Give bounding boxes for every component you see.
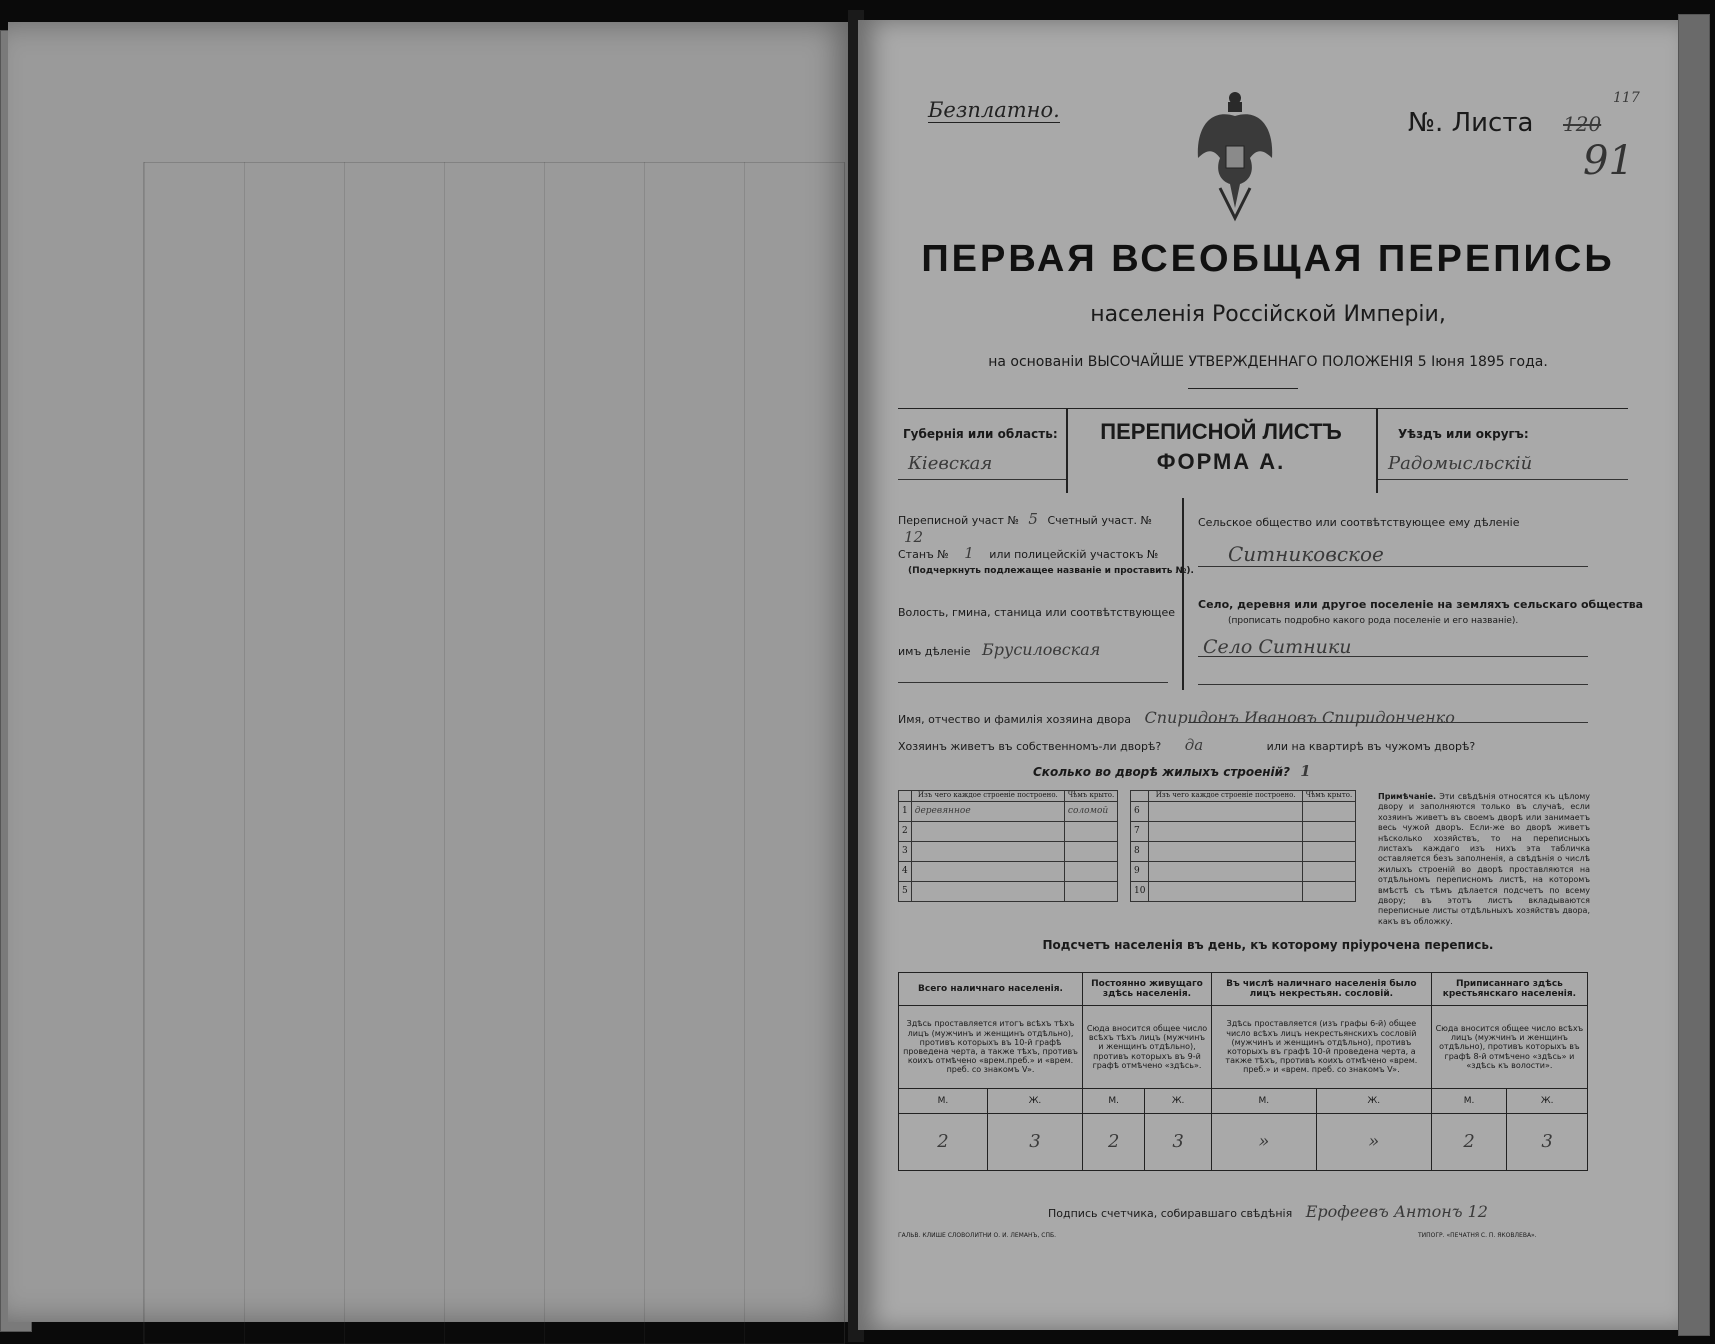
counting-district-label: Счетный участ. № — [1047, 514, 1152, 527]
stacked-pages-right — [1678, 14, 1710, 1336]
table-row: 3 — [899, 841, 1118, 861]
volost-value: Брусиловская — [982, 640, 1101, 659]
pop-nonpeasant-f: » — [1316, 1114, 1431, 1171]
signature-value: Ерофеевъ Антонъ 12 — [1305, 1202, 1488, 1221]
buildings-table-right: Изъ чего каждое строеніе построено. Чѣмъ крыто. 6 7 8 9 10 — [1130, 790, 1356, 902]
pop-total-m: 2 — [899, 1114, 988, 1171]
left-page — [8, 22, 856, 1322]
pop-col-1-desc: Здѣсь проставляется итогъ всѣхъ тѣхъ лицъ (мужчинъ и женщинъ отдѣльно), противъ которыхъ въ 10-й графѣ проведена черта, а также тѣхъ, противъ коихъ отмѣчено «врем.преб.» и «врем. преб. со знакомъ V». — [899, 1006, 1083, 1089]
population-heading: Подсчетъ населенія въ день, къ которому пріурочена перепись. — [1042, 938, 1494, 952]
note-block — [1378, 792, 1590, 927]
district-value: Радомысльскій — [1388, 453, 1533, 474]
pop-permanent-m: 2 — [1083, 1114, 1145, 1171]
pop-peasant-f: 3 — [1507, 1114, 1588, 1171]
table-row: 9 — [1131, 861, 1356, 881]
owner-label: Имя, отчество и фамилія хозяина двора — [898, 713, 1131, 726]
buildings-value: 1 — [1300, 762, 1311, 780]
table-row: 6 — [1131, 801, 1356, 821]
owner-value: Спиридонъ Ивановъ Спиридонченко — [1144, 708, 1455, 727]
census-basis: на основаніи ВЫСОЧАЙШЕ УТВЕРЖДЕННАГО ПОЛОЖЕНІЯ 5 Іюня 1895 года. — [988, 354, 1548, 370]
underline-note: (Подчеркнуть подлежащее названіе и проставить №). — [908, 566, 1194, 576]
village-note: (прописать подробно какого рода поселеніе и его названіе). — [1228, 616, 1519, 626]
sheet-number-alt: 117 — [1613, 90, 1640, 106]
pop-col-4-title: Приписаннаго здѣсь крестьянскаго населенія. — [1431, 973, 1587, 1006]
signature-label: Подпись счетчика, собиравшаго свѣдѣнія — [1048, 1207, 1293, 1220]
sheet-number-label: №. Листа — [1408, 108, 1534, 138]
pop-col-3-desc: Здѣсь проставляется (изъ графы 6-й) общее число всѣхъ лицъ некрестьянскихъ сословій (мужчинъ и женщинъ отдѣльно), противъ которыхъ въ графѣ 10-й проведена черта, а также тѣхъ, противъ коихъ отмѣчено «врем. преб.» и «врем. преб. со знакомъ V». — [1211, 1006, 1431, 1089]
rented-label: или на квартирѣ въ чужомъ дворѣ? — [1266, 740, 1476, 753]
sheet-number-margin: 91 — [1583, 138, 1634, 184]
census-sheet-heading: ПЕРЕПИСНОЙ ЛИСТЪ — [1100, 419, 1342, 444]
form-name: ФОРМА А. — [1156, 449, 1286, 474]
printer-left: ГАЛЬВ. КЛИШЕ СЛОВОЛИТНИ О. И. ЛЕМАНЪ, СПБ. — [898, 1232, 1057, 1239]
table-row: 7 — [1131, 821, 1356, 841]
volost-label: Волость, гмина, станица или соотвѣтствующее — [898, 606, 1176, 619]
society-value: Ситниковское — [1228, 542, 1384, 566]
imperial-eagle-emblem — [1190, 88, 1280, 228]
buildings-col-roof: Чѣмъ крыто. — [1064, 791, 1117, 802]
volost-label-2: имъ дѣленіе — [898, 645, 971, 658]
sheet-number-value: 120 — [1563, 112, 1602, 136]
table-row: 2 — [899, 821, 1118, 841]
table-row: 10 — [1131, 881, 1356, 901]
fields-divider — [1182, 498, 1184, 690]
note-text: Эти свѣдѣнія относятся къ цѣлому двору и заполняются только въ случаѣ, если хозяинъ живетъ въ своемъ дворѣ или занимаетъ весь чужой дворъ. Если-же во дворѣ живетъ нѣсколько хозяйствъ, то на переписныхъ листахъ каждаго изъ нихъ эта табличка оставляется безъ заполненія, а свѣдѣнія о числѣ жилыхъ строеній во дворѣ проставляются на отдѣльномъ переписномъ листѣ, на которомъ вмѣстѣ съ тѣмъ дѣлается подсчетъ по всему двору; въ этотъ листъ вкладываются переписные листы отдѣльныхъ хозяйствъ двора, какъ въ обложку. — [1378, 792, 1591, 926]
table-row: 1 деревянное соломой — [899, 801, 1118, 821]
printer-right: ТИПОГР. «ПЕЧАТНЯ С. П. ЯКОВЛЕВА». — [1418, 1232, 1537, 1239]
own-yard-value: да — [1184, 736, 1204, 754]
left-page-faded-grid — [143, 162, 845, 1344]
note-title: Примѣчаніе. — [1378, 792, 1437, 801]
district-label: Уѣздъ или округъ: — [1398, 427, 1529, 441]
free-label: Безплатно. — [928, 98, 1060, 122]
pop-col-2-desc: Сюда вносится общее число всѣхъ тѣхъ лицъ (мужчинъ и женщинъ отдѣльно), противъ которыхъ въ 9-й графѣ отмѣчено «здѣсь». — [1083, 1006, 1212, 1089]
stan-value: 1 — [964, 544, 974, 562]
pop-col-1-title: Всего наличнаго населенія. — [899, 973, 1083, 1006]
pop-nonpeasant-m: » — [1211, 1114, 1316, 1171]
pop-permanent-f: 3 — [1145, 1114, 1212, 1171]
ornamental-divider — [1188, 388, 1298, 389]
police-district-label: или полицейскій участокъ № — [989, 548, 1159, 561]
pop-col-3-title: Въ числѣ наличнаго населенія было лицъ некрестьян. сословій. — [1211, 973, 1431, 1006]
form-header-row — [898, 408, 1628, 493]
buildings-label: Сколько во дворѣ жилыхъ строеній? — [1033, 765, 1291, 779]
census-district-label: Переписной участ № — [898, 514, 1019, 527]
table-row: 4 — [899, 861, 1118, 881]
pop-peasant-m: 2 — [1431, 1114, 1507, 1171]
buildings-table-left — [898, 790, 1118, 902]
census-main-title: ПЕРВАЯ ВСЕОБЩАЯ ПЕРЕПИСЬ — [921, 238, 1615, 280]
village-value: Село Ситники — [1203, 636, 1352, 658]
right-page — [858, 20, 1678, 1330]
census-district-value: 5 — [1028, 510, 1038, 528]
counting-district-value: 12 — [904, 528, 924, 546]
province-value: Кіевская — [908, 453, 993, 474]
table-row: 5 — [899, 881, 1118, 901]
society-label: Сельское общество или соотвѣтствующее ему дѣленіе — [1198, 516, 1520, 529]
buildings-col-material: Изъ чего каждое строеніе построено. — [911, 791, 1064, 802]
own-yard-label: Хозяинъ живетъ въ собственномъ-ли дворѣ? — [898, 740, 1162, 753]
population-table: Всего наличнаго населенія. Постоянно живущаго здѣсь населенія. Въ числѣ наличнаго населенія было лицъ некрестьян. сословій. Приписаннаго здѣсь крестьянскаго населенія. Здѣсь проставляется итогъ всѣхъ тѣхъ лицъ (мужчинъ и женщинъ отдѣльно), противъ которыхъ въ 10-й графѣ проведена черта, а также тѣхъ, противъ коихъ отмѣчено «врем.преб.» и «врем. преб. со знакомъ V». Сюда вносится общее число всѣхъ тѣхъ лицъ (мужчинъ и женщинъ отдѣльно), противъ которыхъ въ 9-й графѣ отмѣчено «здѣсь». Здѣсь проставляется (изъ графы 6-й) общее число всѣхъ лицъ некрестьянскихъ сословій (мужчинъ и женщинъ отдѣльно), противъ которыхъ въ графѣ 10-й проведена черта, а также тѣхъ, противъ коихъ отмѣчено «врем. преб.» и «врем. преб. со знакомъ V». Сюда вносится общее число всѣхъ лицъ (мужчинъ и женщинъ отдѣльно), противъ которыхъ въ графѣ 8-й отмѣчено «здѣсь» и «здѣсь къ волости». М. Ж. М. Ж. М. Ж. М. Ж. 2 3 2 3 » » 2 3 — [898, 972, 1588, 1171]
table-row: 8 — [1131, 841, 1356, 861]
village-label: Село, деревня или другое поселеніе на земляхъ сельскаго общества — [1198, 598, 1644, 611]
pop-total-f: 3 — [988, 1114, 1083, 1171]
census-subtitle: населенія Россійской Имперіи, — [1090, 302, 1446, 327]
pop-col-4-desc: Сюда вносится общее число всѣхъ лицъ (мужчинъ и женщинъ отдѣльно), противъ которыхъ въ графѣ 8-й отмѣчено «здѣсь» и «здѣсь къ волости». — [1431, 1006, 1587, 1089]
pop-col-2-title: Постоянно живущаго здѣсь населенія. — [1083, 973, 1212, 1006]
sheet-number-block — [1408, 90, 1648, 140]
province-label: Губернія или область: — [903, 427, 1058, 441]
stan-label: Станъ № — [898, 548, 949, 561]
